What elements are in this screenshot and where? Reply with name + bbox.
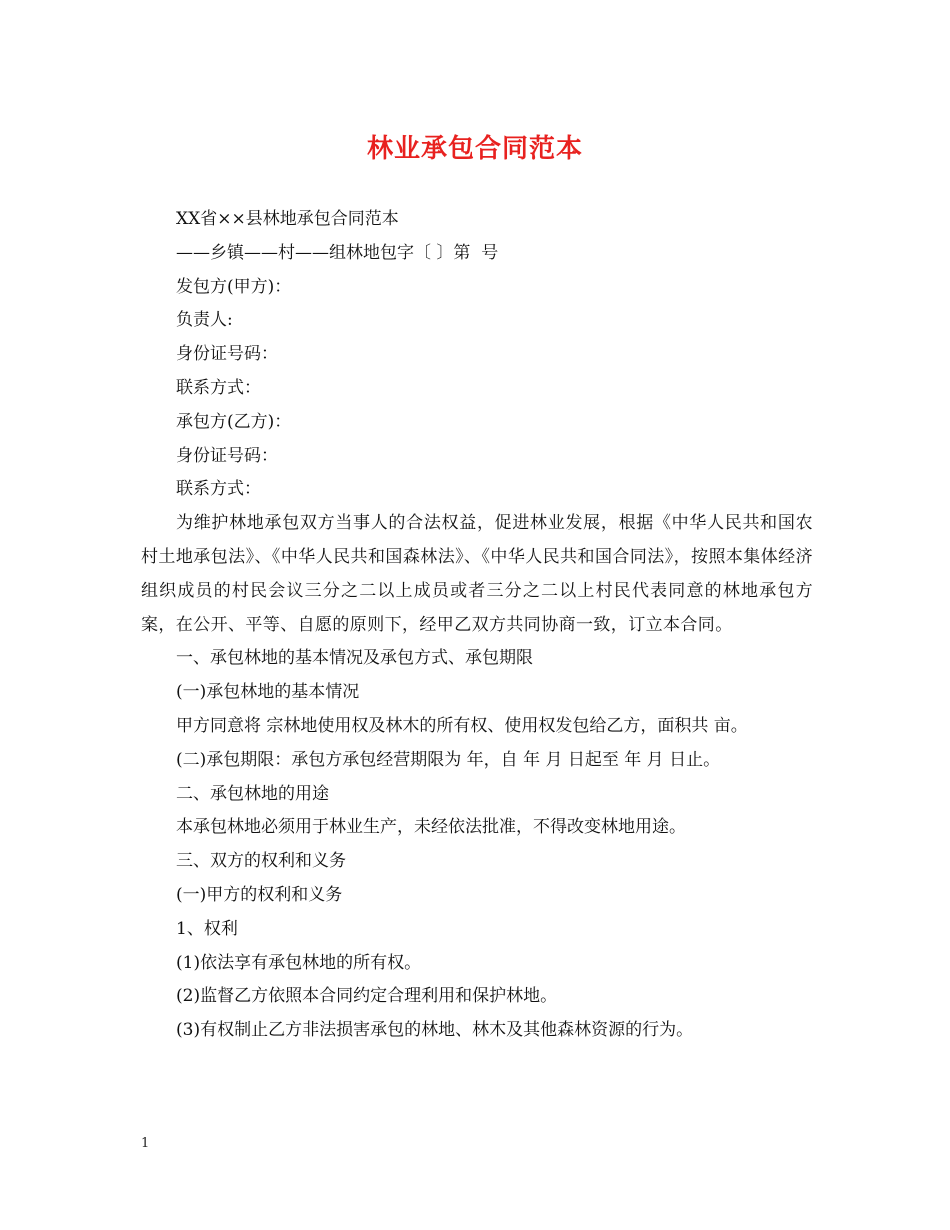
page-number: 1	[141, 1136, 150, 1151]
party-a-contact-label: 联系方式：	[176, 377, 261, 398]
list-heading: 1、权利	[176, 918, 238, 939]
party-a-responsible-label: 负责人:	[176, 310, 233, 331]
contract-number-line: ——乡镇——村——组林地包字〔 〕第 号	[176, 242, 499, 263]
party-b-id-label: 身份证号码：	[176, 445, 278, 466]
list-item: (1)依法享有承包林地的所有权。	[176, 952, 422, 973]
section-heading: 一、承包林地的基本情况及承包方式、承包期限	[176, 648, 533, 669]
clause-text: 甲方同意将 宗林地使用权及林木的所有权、使用权发包给乙方，面积共 亩。	[176, 715, 748, 736]
clause-text: 本承包林地必须用于林业生产，未经依法批准，不得改变林地用途。	[176, 817, 686, 838]
list-item: (2)监督乙方依照本合同约定合理利用和保护林地。	[176, 986, 558, 1007]
section-heading: 三、双方的权利和义务	[176, 851, 346, 872]
section-heading: 二、承包林地的用途	[176, 783, 329, 804]
list-item: (3)有权制止乙方非法损害承包的林地、林木及其他森林资源的行为。	[176, 1020, 694, 1041]
contract-heading-line: XX省××县林地承包合同范本	[176, 209, 399, 229]
party-a-id-label: 身份证号码：	[176, 344, 278, 365]
party-a-label: 发包方(甲方)：	[176, 276, 292, 297]
subsection-heading: (一)承包林地的基本情况	[176, 682, 360, 703]
document-title: 林业承包合同范本	[366, 134, 583, 164]
party-b-contact-label: 联系方式：	[176, 479, 261, 500]
clause-text: (二)承包期限：承包方承包经营期限为 年，自 年 月 日起至 年 月 日止。	[176, 749, 721, 770]
party-b-label: 承包方(乙方)：	[176, 411, 292, 432]
subsection-heading: (一)甲方的权利和义务	[176, 884, 343, 905]
preamble-paragraph: 为维护林地承包双方当事人的合法权益，促进林业发展，根据《中华人民共和国农村土地承包法》、《中华人民共和国森林法》、《中华人民共和国合同法》，按照本集体经济组织成员的村民会议三分之二以上成员或者三分之二以上村民代表同意的林地承包方案，在公开、平等、自愿的原则下，经甲乙双方共同协商一致，订立本合同。	[141, 513, 813, 635]
document-body	[141, 203, 813, 1048]
